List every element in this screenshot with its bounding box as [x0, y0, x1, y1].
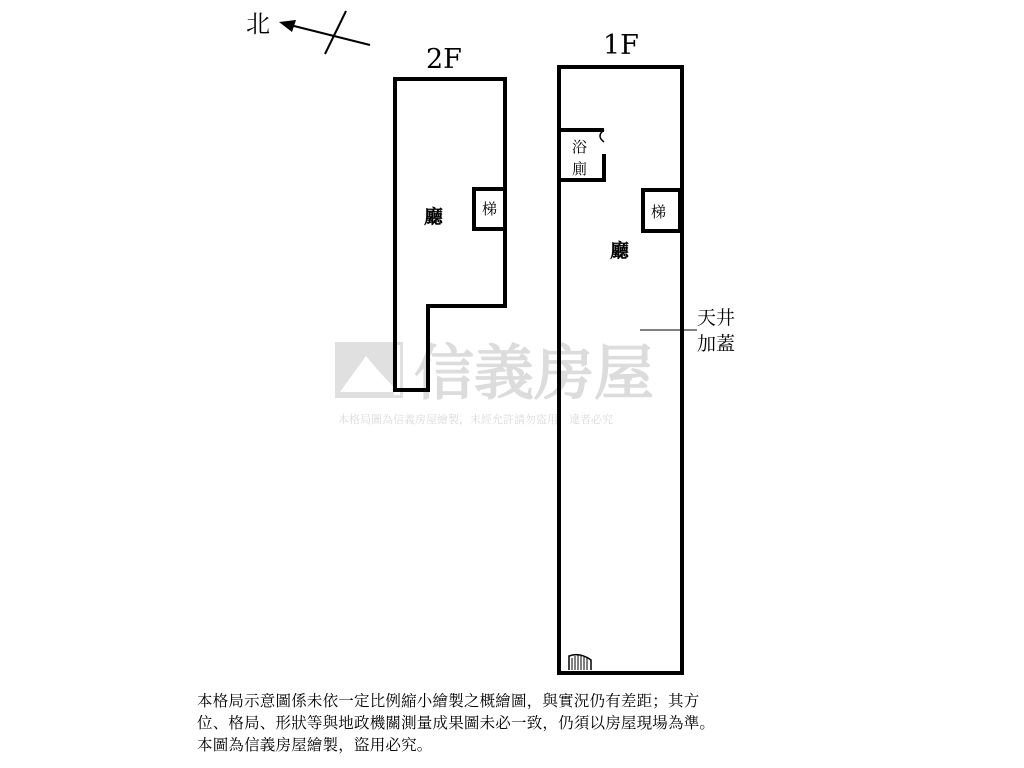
bathroom-label-top: 浴: [572, 138, 588, 156]
annotation-label-top: 天井: [697, 307, 736, 329]
disclaimer-line-1: 本格局示意圖係未依一定比例縮小繪製之概繪圖，與實況仍有差距；其方: [197, 692, 700, 710]
annotation-label-bottom: 加蓋: [697, 333, 736, 355]
disclaimer-line-2: 位、格局、形狀等與地政機關測量成果圖未必一致，仍須以房屋現場為準。: [197, 714, 716, 732]
stairs-2f-label: 梯: [482, 200, 498, 218]
watermark: [335, 339, 654, 426]
hall-1f-label: 廳: [610, 240, 630, 262]
bathroom-label-bottom: 廁: [572, 160, 588, 178]
brand-logo: [335, 342, 403, 398]
entrance-door-icon: [569, 655, 591, 670]
north-label: 北: [246, 10, 270, 38]
stairs-1f-label: 梯: [651, 203, 667, 221]
watermark-note: 本格局圖為信義房屋繪製，未經允許請勿盜用，違者必究: [338, 413, 613, 426]
floor-1f-label: 1F: [603, 30, 639, 61]
compass-crossbar: [325, 11, 346, 54]
north-arrow-head: [279, 20, 296, 32]
disclaimer: [197, 690, 837, 756]
watermark-brand: 信義房屋: [414, 339, 654, 409]
hall-2f-label: 廳: [424, 206, 444, 228]
disclaimer-line-3: 本圖為信義房屋繪製，盜用必究。: [197, 736, 433, 754]
floor-2f-label: 2F: [426, 44, 462, 75]
north-compass: [246, 10, 370, 54]
